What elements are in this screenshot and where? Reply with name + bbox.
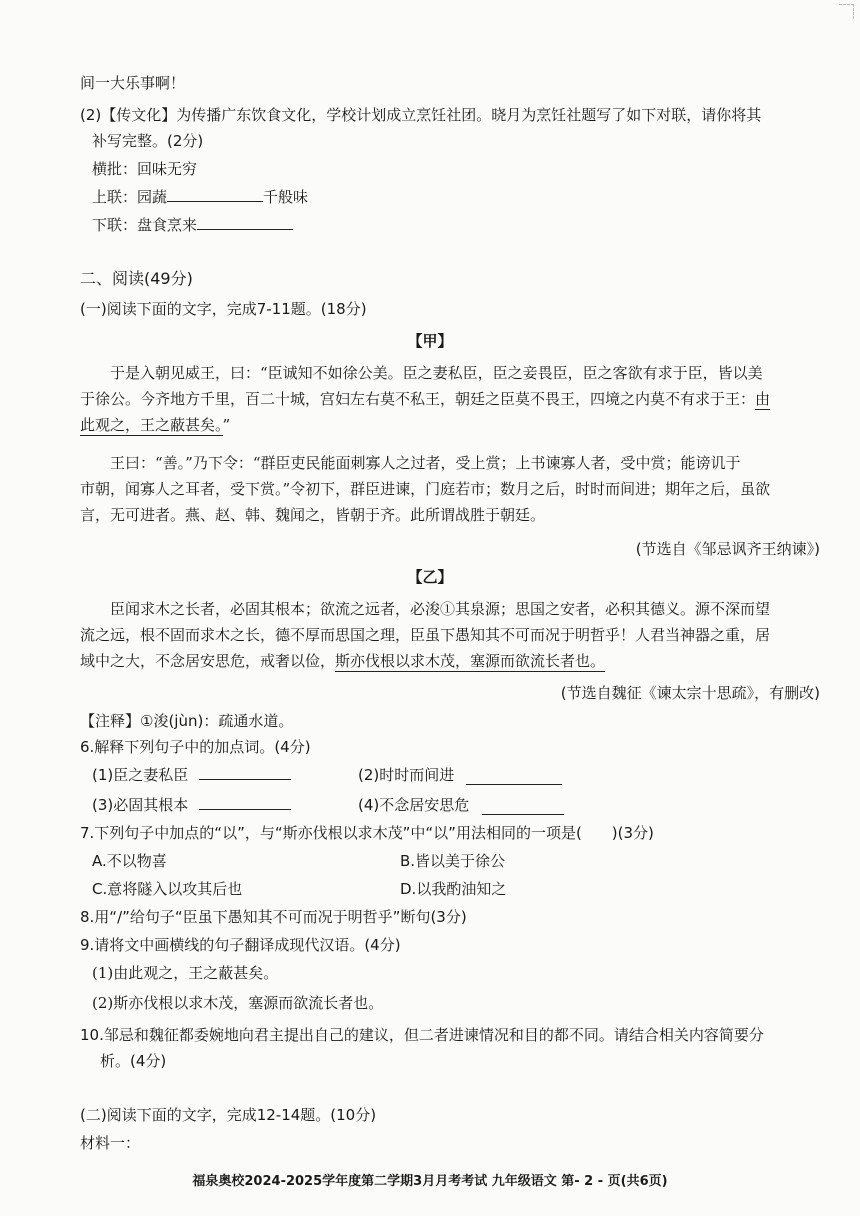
q9-sentence1: (1)由此观之，王之蔽甚矣。: [92, 964, 279, 982]
q6-stem: 6.解释下列句子中的加点词。(4分): [80, 738, 311, 756]
section2-part2: (二)阅读下面的文字，完成12-14题。(10分): [80, 1106, 377, 1124]
q6-item1: (1)臣之妻私臣: [92, 766, 189, 784]
jia-heading: 【甲】: [407, 332, 453, 350]
yi-line3-text: 域中之大，不念居安思危，戒奢以俭，: [80, 652, 336, 670]
q6-blank1[interactable]: [199, 763, 291, 780]
q9-sentence2: (2)斯亦伐根以求木茂，塞源而欲流长者也。: [92, 994, 384, 1012]
q7-stem-text: 7.下列句子中加点的“以”，与“斯亦伐根以求木茂”中“以”用法相同的一项是(: [80, 824, 582, 842]
q7-option-a: A.不以物喜: [92, 852, 167, 870]
q7-stem: [80, 820, 820, 846]
q6-item2: (2)时时而间进: [358, 766, 455, 784]
shanglian-blank[interactable]: [167, 185, 263, 202]
q7-option-b: B.皆以美于徐公: [400, 852, 506, 870]
q2-line1: (2)【传文化】为传播广东饮食文化，学校计划成立烹饪社团。晓月为烹饪社题写了如下对联，请你将其: [80, 106, 762, 124]
annotation-note: 【注释】①浚(jùn)：疏通水道。: [80, 712, 294, 730]
jia-p2-line1: 王曰：“善。”乃下令：“群臣吏民能面刺寡人之过者，受上赏；上书谏寡人者，受中赏；能谤讥于: [110, 454, 741, 472]
q6-row1: [92, 762, 820, 788]
q7-score: )(3分): [611, 824, 654, 842]
q10-line1: 10.邹忌和魏征都委婉地向君主提出自己的建议，但二者进谏情况和目的都不同。请结合相关内容简要分: [80, 1026, 764, 1044]
q7-options-row1: [92, 848, 820, 874]
q6-row2: [92, 792, 820, 818]
material1-label: 材料一：: [80, 1134, 141, 1152]
jia-source: (节选自《邹忌讽齐王纳谏》): [635, 540, 820, 558]
yi-heading: 【乙】: [407, 568, 453, 586]
couplet-xialian: [92, 212, 820, 238]
xialian-prefix: 下联：盘食烹来: [92, 216, 198, 234]
q6-blank3[interactable]: [199, 793, 291, 810]
q6-item4: (4)不念居安思危: [358, 796, 470, 814]
jia-p1-line1: 于是入朝见威王，曰：“臣诚知不如徐公美。臣之妻私臣，臣之妾畏臣，臣之客欲有求于臣，皆以美: [110, 364, 763, 382]
q6-blank4[interactable]: [482, 798, 564, 815]
jia-p2-line2: 市朝，闻寡人之耳者，受下赏。”令初下，群臣进谏，门庭若市；数月之后，时时而间进；期年之后，虽欲: [80, 480, 771, 498]
jia-p2-line3: 言，无可进者。燕、赵、韩、魏闻之，皆朝于齐。此所谓战胜于朝廷。: [80, 506, 546, 524]
yi-line1: 臣闻求木之长者，必固其根本；欲流之远者，必浚①其泉源；思国之安者，必积其德义。源不深而望: [110, 600, 771, 618]
q6-item3: (3)必固其根本: [92, 796, 189, 814]
intro-tail: 间一大乐事啊！: [80, 74, 186, 92]
couplet-shanglian: [92, 184, 820, 210]
shanglian-prefix: 上联：园蔬: [92, 188, 168, 206]
q7-option-d: D.以我酌油知之: [400, 880, 507, 898]
jia-underlined-start: 由: [755, 390, 771, 408]
jia-p1-line2: [80, 386, 820, 412]
page-corner-mark: [839, 4, 854, 19]
section2-title: 二、阅读(49分): [80, 269, 193, 288]
q7-options-row2: [92, 876, 820, 902]
page-footer: 福泉奥校2024-2025学年度第二学期3月月考考试 九年级语文 第- 2 - 页(共6页): [192, 1174, 668, 1189]
q9-stem: 9.请将文中画横线的句子翻译成现代汉语。(4分): [80, 936, 401, 954]
section2-part1: (一)阅读下面的文字，完成7-11题。(18分): [80, 300, 367, 318]
yi-underlined-sentence: 斯亦伐根以求木茂，塞源而欲流长者也。: [335, 652, 606, 670]
jia-underlined-sentence: 此观之，王之蔽甚矣。: [80, 416, 223, 434]
q2-line2: 补写完整。(2分): [92, 132, 204, 150]
q8-stem: 8.用“/”给句子“臣虽下愚知其不可而况于明哲乎”断句(3分): [80, 908, 467, 926]
shanglian-suffix: 千般味: [263, 188, 309, 206]
jia-quote-close: ”: [222, 416, 231, 434]
xialian-blank[interactable]: [197, 213, 293, 230]
yi-line2: 流之远，根不固而求木之长，德不厚而思国之理，臣虽下愚知其不可而况于明哲乎！人君当神器之重，居: [80, 626, 771, 644]
yi-source: (节选自魏征《谏太宗十思疏》，有删改): [560, 684, 820, 702]
q10-line2: 析。(4分): [100, 1052, 167, 1070]
q7-option-c: C.意将隧入以攻其后也: [92, 880, 243, 898]
couplet-hengpi: 横批：回味无穷: [92, 160, 198, 178]
jia-p1-line2-text: 于徐公。今齐地方千里，百二十城，宫妇左右莫不私王，朝廷之臣莫不畏王，四境之内莫不有求于王：: [80, 390, 756, 408]
jia-p1-line3: [80, 412, 820, 438]
q6-blank2[interactable]: [466, 768, 562, 785]
yi-line3: [80, 648, 820, 674]
